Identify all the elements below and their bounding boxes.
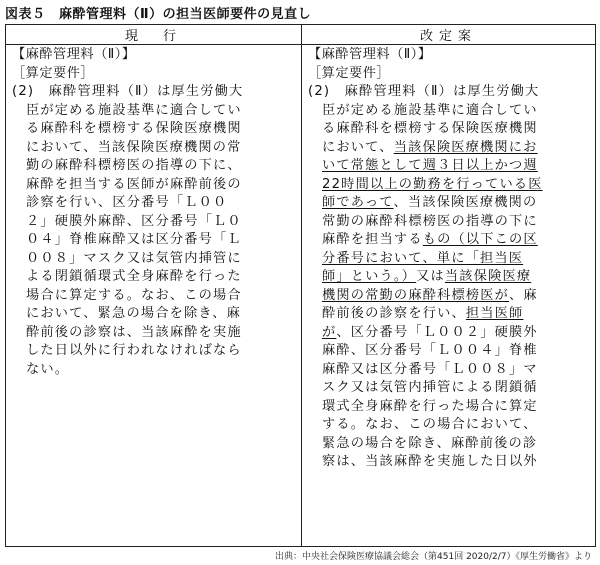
revised-text-line <box>322 213 595 232</box>
revised-changed-text: 師であって <box>322 195 394 210</box>
revised-text-line <box>322 157 595 176</box>
revised-text-segment: 察は、当該麻酔を実施した日以外 <box>322 454 538 469</box>
current-text-line: した日以外に行われなければなら <box>26 343 242 358</box>
revised-text-line <box>322 194 595 213</box>
revised-text-segment: 臣が定める施設基準に適合してい <box>322 102 538 118</box>
current-text-line: 場合に算定する。なお、この場合 <box>26 287 242 303</box>
current-text-line: 麻酔を担当する医師が麻酔前後の <box>26 176 242 192</box>
current-text-line: において、緊急の場合を除き、麻 <box>26 306 242 321</box>
current-text-line: (2) 麻酔管理料（Ⅱ）は厚生労働大 <box>12 84 244 99</box>
current-text-line: 診察を行い、区分番号「Ｌ００ <box>26 195 228 210</box>
revised-text-block <box>308 83 595 472</box>
current-text-line: において、当該保険医療機関の常 <box>26 139 242 155</box>
revised-text-segment: 麻酔、区分番号「Ｌ００４」脊椎 <box>322 343 538 358</box>
revised-text-segment: る麻酔科を標榜する保険医療機関 <box>322 121 538 136</box>
current-text-line: 酔前後の診察は、当該麻酔を実施 <box>26 324 242 340</box>
revised-changed-text: 22時間以上の勤務を行っている医 <box>322 176 543 192</box>
revised-changed-text: 当該保険医療機関にお <box>393 139 538 155</box>
revised-text-line <box>322 416 595 435</box>
revised-subsection-heading: ［算定要件］ <box>308 65 391 81</box>
revised-text-segment: 緊急の場合を除き、麻酔前後の診 <box>322 435 538 451</box>
revised-text-line <box>308 83 595 102</box>
revised-text-line <box>322 102 595 121</box>
revised-text-segment: 、当該保険医療機関の <box>393 195 538 210</box>
revised-section-heading: 【麻酔管理料（Ⅱ）】 <box>308 47 432 62</box>
current-section-heading: 【麻酔管理料（Ⅱ）】 <box>12 47 136 62</box>
figure-title: 図表５ 麻酔管理料（Ⅱ）の担当医師要件の見直し <box>5 7 312 22</box>
current-text-line: よる閉鎖循環式全身麻酔を行った <box>26 269 242 284</box>
revised-changed-text: 担当医師 <box>465 306 524 321</box>
content-row <box>6 45 596 547</box>
revised-text-segment: 、麻 <box>509 287 538 303</box>
revised-column <box>302 45 596 547</box>
current-text-line: ない。 <box>26 361 70 377</box>
revised-text-segment: 酔前後の診察を行い、 <box>322 306 466 321</box>
header-row <box>6 25 596 45</box>
current-text-line: ００８」マスク又は気管内挿管に <box>26 250 242 266</box>
source-note: 出典：中央社会保険医療協議会総会（第451回 2020/2/7）《厚生労働省》より <box>275 552 592 562</box>
current-text-line: 勤の麻酔科標榜医の指導の下に、 <box>26 158 242 173</box>
revised-text-line <box>322 231 595 250</box>
revised-changed-text: いて常態として週３日以上かつ週 <box>322 158 538 173</box>
revised-text-line <box>322 435 595 454</box>
revised-text-segment: 、区分番号「Ｌ００２」硬膜外 <box>336 324 538 340</box>
current-text-block <box>12 83 301 379</box>
current-text-line: 臣が定める施設基準に適合してい <box>26 102 242 118</box>
revised-changed-text: 当該保険医療 <box>444 269 532 284</box>
revised-text-line <box>322 139 595 158</box>
column-header-revised: 改定案 <box>302 25 596 45</box>
revised-text-line <box>322 287 595 306</box>
current-text-line: ２」硬膜外麻酔、区分番号「Ｌ０ <box>26 213 242 229</box>
current-column <box>6 45 302 547</box>
current-text-line: ０４」脊椎麻酔又は区分番号「Ｌ <box>26 232 242 247</box>
revised-text-line <box>322 120 595 139</box>
revised-text-line <box>322 176 595 195</box>
revised-changed-text: が <box>322 324 337 340</box>
revised-changed-text: 分番号において、単に「担当医 <box>322 250 524 266</box>
revised-text-line <box>322 453 595 472</box>
column-header-current: 現 行 <box>6 25 302 45</box>
revised-changed-text: 師」という。） <box>322 269 417 284</box>
revised-text-line <box>322 305 595 324</box>
revised-changed-text: 機関の常勤の麻酔科標榜医が <box>322 287 510 303</box>
revised-text-segment: スク又は気管内挿管による閉鎖循 <box>322 380 538 395</box>
revised-text-segment: 環式全身麻酔を行った場合に算定 <box>322 398 538 414</box>
current-subsection-heading: ［算定要件］ <box>12 65 95 81</box>
revised-text-segment: 又は <box>416 269 445 284</box>
revised-text-segment: (2) 麻酔管理料（Ⅱ）は厚生労働大 <box>308 84 540 99</box>
comparison-table <box>5 24 596 547</box>
revised-text-segment: する。なお、この場合において、 <box>322 417 538 432</box>
revised-text-line <box>322 250 595 269</box>
revised-text-segment: 常勤の麻酔科標榜医の指導の下に <box>322 213 538 229</box>
revised-changed-text: もの（以下この区 <box>422 232 538 247</box>
revised-text-line <box>322 342 595 361</box>
revised-text-line <box>322 361 595 380</box>
revised-text-segment: 麻酔を担当する <box>322 232 423 247</box>
revised-text-line <box>322 379 595 398</box>
revised-text-segment: において、 <box>322 139 394 155</box>
current-text-line: る麻酔科を標榜する保険医療機関 <box>26 121 242 136</box>
revised-text-line <box>322 398 595 417</box>
revised-text-line <box>322 268 595 287</box>
revised-text-segment: 麻酔又は区分番号「Ｌ００８」マ <box>322 361 538 377</box>
revised-text-line <box>322 324 595 343</box>
